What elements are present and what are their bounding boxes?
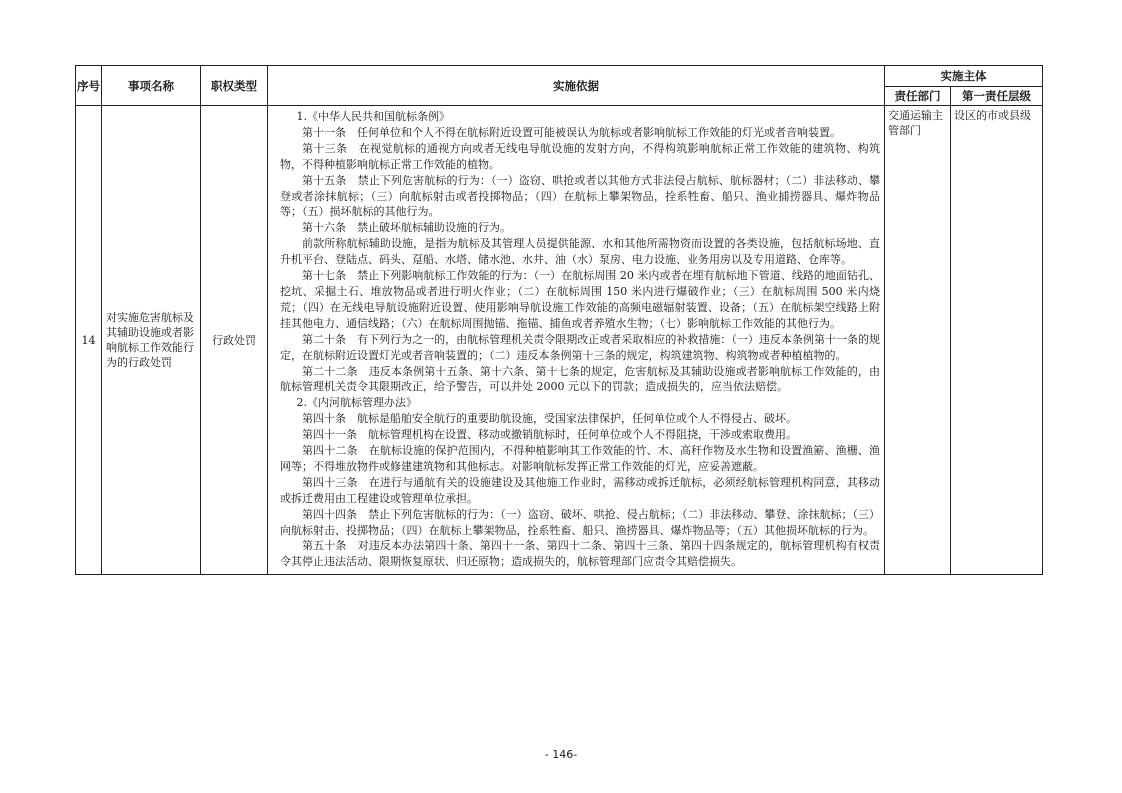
- power-list-table: [75, 65, 1043, 575]
- row-level: 设区的市或县级: [951, 106, 1043, 575]
- header-basis: 实施依据: [268, 66, 885, 106]
- header-dept: 责任部门: [885, 87, 951, 106]
- page-number: - 146-: [544, 748, 578, 761]
- row-power-type: 行政处罚: [201, 106, 268, 575]
- basis-paragraph: 第四十四条 禁止下列危害航标的行为：（一）盗窃、破坏、哄抢、侵占航标；（二）非法移动、攀登、涂抹航标；（三）向航标射击、投掷物品；（四）在航标上攀架物品，拴系牲畜、船只、渔捞器具、爆炸物品等；（五）其他损坏航标的行为。: [280, 507, 880, 537]
- basis-paragraph: 第四十条 航标是船舶安全航行的重要助航设施，受国家法律保护，任何单位或个人不得侵占、破坏。: [302, 412, 797, 426]
- row-item-name: 对实施危害航标及其辅助设施或者影响航标工作效能行为的行政处罚: [102, 106, 201, 575]
- row-basis: [268, 106, 885, 575]
- basis-paragraph: 第二十条 有下列行为之一的，由航标管理机关责令限期改正或者采取相应的补救措施：（一）违反本条例第十一条的规定，在航标附近设置灯光或者音响装置的；（二）违反本条例第十三条的规定，构筑建筑物、构筑物或者种植植物的。: [280, 332, 880, 362]
- row-dept: 交通运输主管部门: [885, 106, 951, 575]
- basis-paragraph: 第十一条 任何单位和个人不得在航标附近设置可能被误认为航标或者影响航标工作效能的灯光或者音响装置。: [302, 125, 841, 139]
- basis-paragraph: 第二十二条 违反本条例第十五条、第十六条、第十七条的规定，危害航标及其辅助设施或者影响航标工作效能的，由航标管理机关责令其限期改正，给予警告，可以并处 2000 元以下的罚款；造成损失的，应当依法赔偿。: [280, 364, 880, 394]
- basis-paragraph: 第十三条 在视觉航标的通视方向或者无线电导航设施的发射方向，不得构筑影响航标正常工作效能的建筑物、构筑物，不得种植影响航标正常工作效能的植物。: [280, 141, 880, 171]
- row-seq: 14: [76, 106, 102, 575]
- header-item-name: 事项名称: [102, 66, 201, 106]
- header-level: 第一责任层级: [951, 87, 1043, 106]
- basis-paragraph: 2.《内河航标管理办法》: [296, 396, 417, 410]
- table-row: [76, 106, 1043, 575]
- basis-paragraph: 前款所称航标辅助设施，是指为航标及其管理人员提供能源、水和其他所需物资而设置的各类设施，包括航标场地、直升机平台、登陆点、码头、趸船、水塔、储水池、水井、油（水）泵房、电力设施、业务用房以及专用道路、仓库等。: [280, 237, 880, 267]
- basis-paragraph: 第五十条 对违反本办法第四十条、第四十一条、第四十二条、第四十三条、第四十四条规定的，航标管理机构有权责令其停止违法活动、限期恢复原状、归还原物；造成损失的，航标管理部门应责令其赔偿损失。: [280, 539, 880, 569]
- header-subject: 实施主体: [885, 66, 1043, 87]
- basis-paragraph: 1.《中华人民共和国航标条例》: [296, 110, 450, 123]
- basis-paragraph: 第十七条 禁止下列影响航标工作效能的行为：（一）在航标周围 20 米内或者在埋有航标地下管道、线路的地面钻孔、挖坑、采掘土石、堆放物品或者进行明火作业；（二）在航标周围 150 米内进行爆破作业；（三）在航标周围 500 米内烧荒；（四）在无线电导航设施附近设置、使用影响导航设施工作效能的高频电磁辐射装置、设备；（五）在航标架空线路上附挂其他电力、通信线路；（六）在航标周围抛锚、拖锚、捕鱼或者养殖水生物；（七）影响航标工作效能的其他行为。: [280, 269, 880, 330]
- basis-paragraph: 第四十三条 在进行与通航有关的设施建设及其他施工作业时，需移动或拆迁航标，必须经航标管理机构同意，其移动或拆迁费用由工程建设或管理单位承担。: [280, 475, 880, 505]
- basis-paragraph: 第四十一条 航标管理机构在设置、移动或撤销航标时，任何单位或个人不得阻挠，干涉或索取费用。: [302, 428, 797, 442]
- header-power-type: 职权类型: [201, 66, 268, 106]
- basis-paragraph: 第十五条 禁止下列危害航标的行为：（一）盗窃、哄抢或者以其他方式非法侵占航标、航标器材；（二）非法移动、攀登或者涂抹航标；（三）向航标射击或者投掷物品；（四）在航标上攀架物品，拴系牲畜、船只、渔业捕捞器具、爆炸物品等；（五）损坏航标的其他行为。: [280, 173, 880, 219]
- header-seq: 序号: [76, 66, 102, 106]
- basis-paragraph: 第四十二条 在航标设施的保护范围内，不得种植影响其工作效能的竹、木、高秆作物及水生物和设置渔簖、渔栅、渔网等；不得堆放物件或修建建筑物和其他标志。对影响航标发挥正常工作效能的灯光，应妥善遮蔽。: [280, 444, 880, 473]
- basis-paragraph: 第十六条 禁止破坏航标辅助设施的行为。: [302, 221, 511, 235]
